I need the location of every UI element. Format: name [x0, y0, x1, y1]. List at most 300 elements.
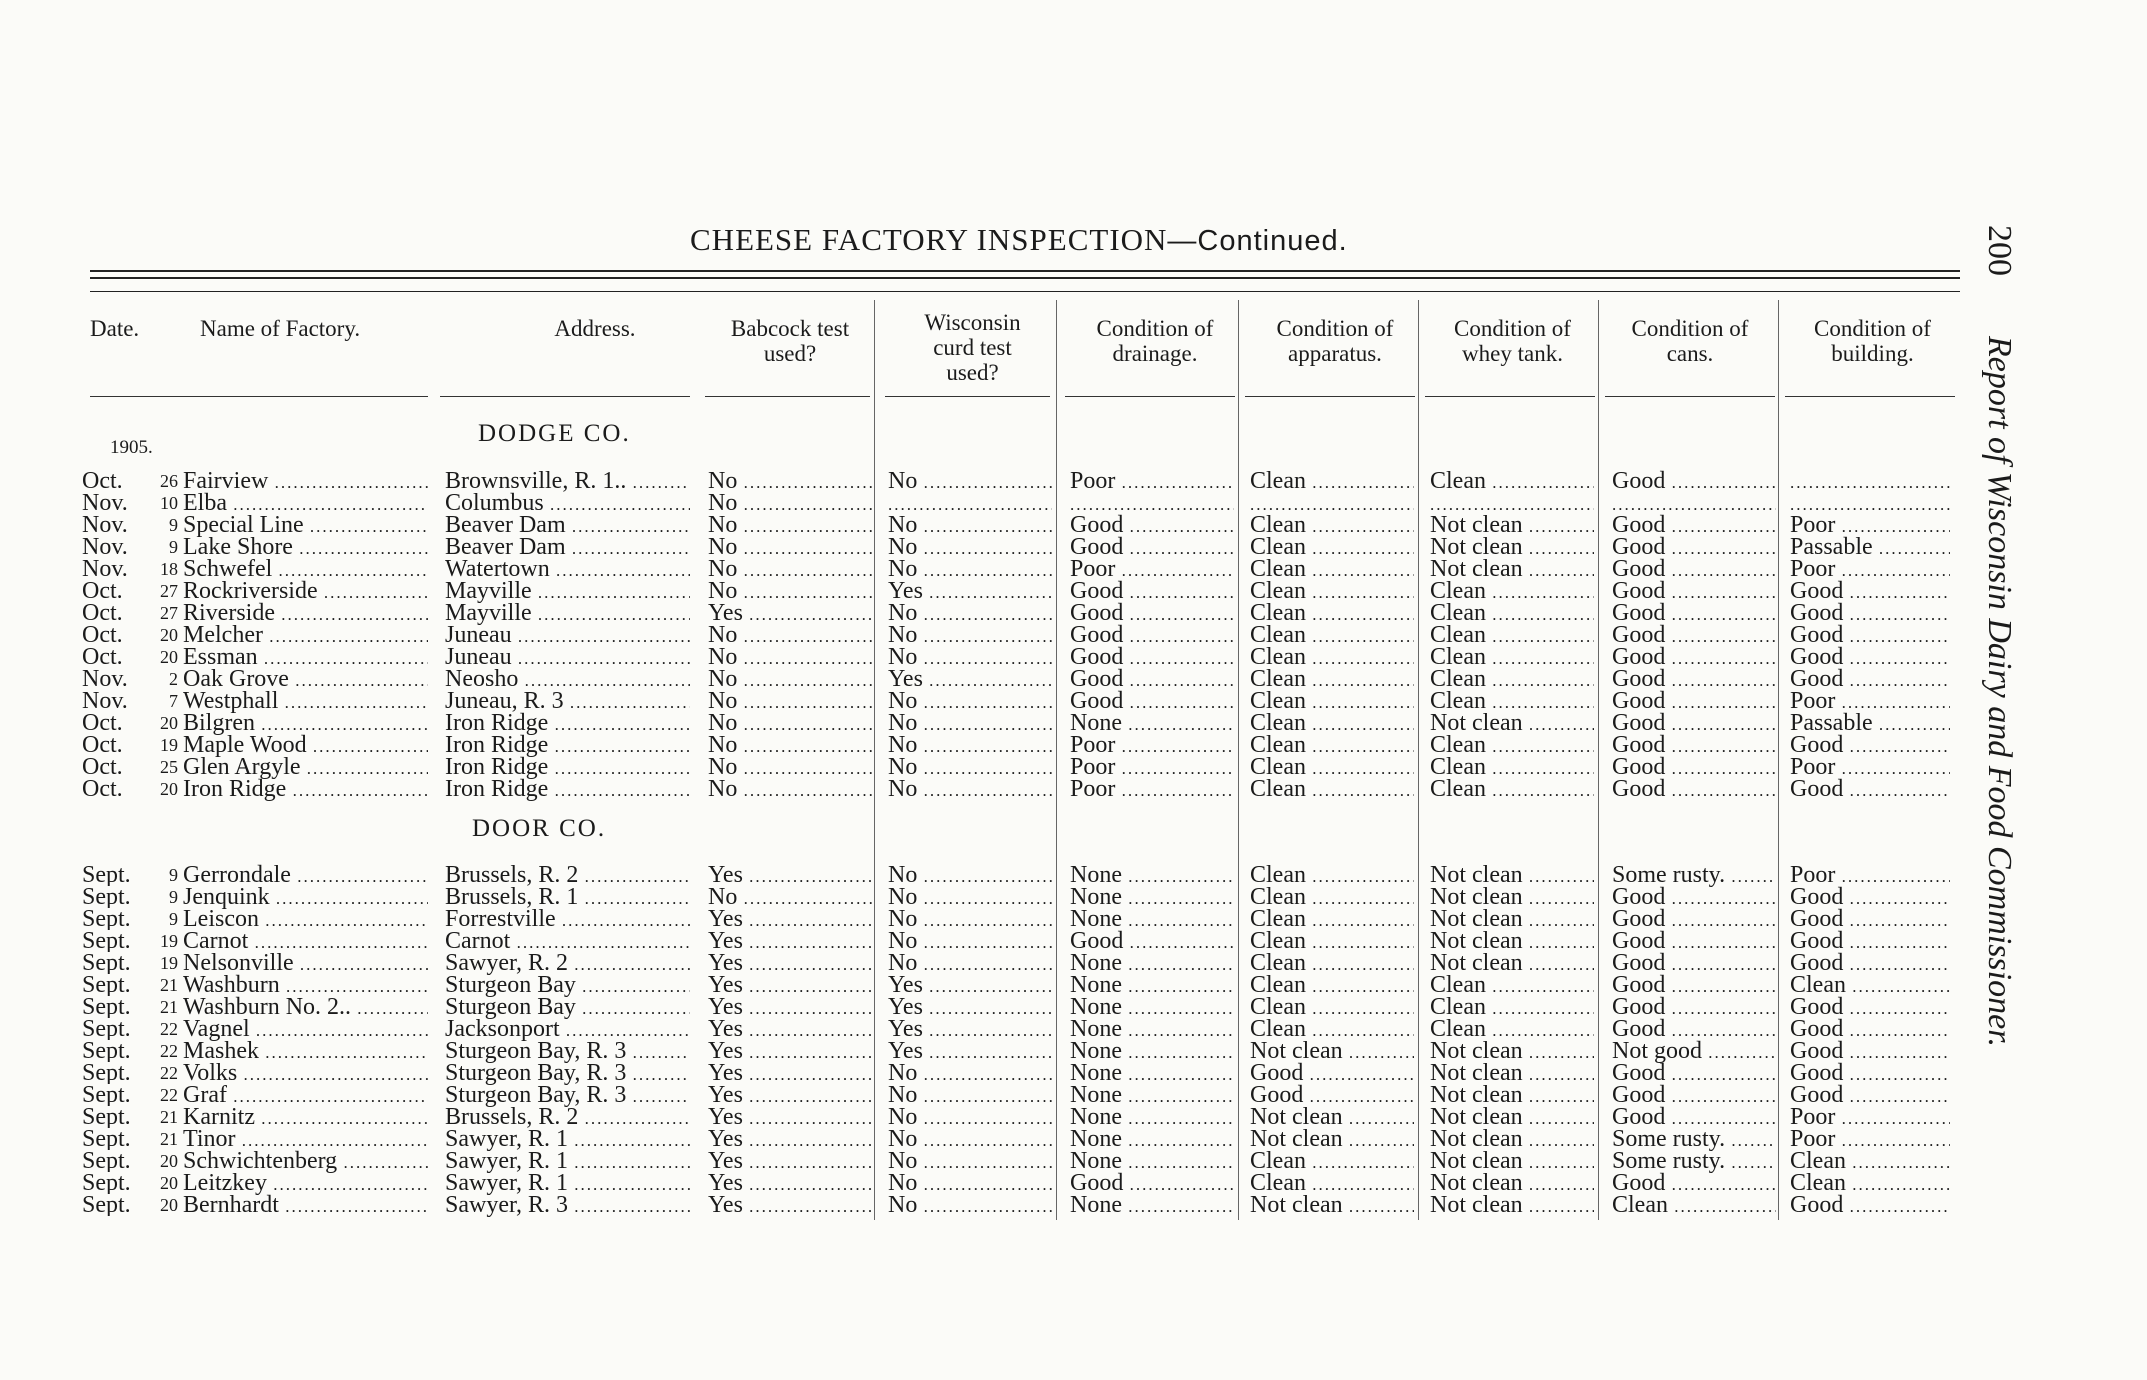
cans-cell: Good .....: [1612, 646, 1776, 670]
babcock-cell: Yes .....: [708, 602, 872, 626]
address-cell: Sawyer, R. 2 .....: [445, 952, 690, 976]
table-row: [0, 996, 2000, 1018]
babcock-cell: No .....: [708, 536, 872, 560]
month-cell: Oct.: [82, 734, 123, 756]
babcock-cell: Yes .....: [708, 1128, 872, 1152]
address-cell: Juneau .....: [445, 646, 690, 670]
factory-name-cell: Carnot .....: [183, 930, 428, 954]
whey-tank-cell: Not clean .....: [1430, 1194, 1594, 1218]
table-row: [0, 1084, 2000, 1106]
factory-name-cell: Karnitz .....: [183, 1106, 428, 1130]
drainage-cell: Good .....: [1070, 690, 1234, 714]
cans-cell: Good .....: [1612, 1018, 1776, 1042]
header-whey: Condition of whey tank.: [1454, 316, 1571, 366]
drainage-cell: Good .....: [1070, 602, 1234, 626]
table-row: [0, 470, 2000, 492]
table-row: [0, 1040, 2000, 1062]
day-cell: 19: [160, 953, 178, 973]
whey-tank-cell: Not clean .....: [1430, 1106, 1594, 1130]
apparatus-cell: Clean .....: [1250, 756, 1414, 780]
babcock-cell: Yes .....: [708, 952, 872, 976]
whey-tank-cell: Clean .....: [1430, 974, 1594, 998]
babcock-cell: Yes .....: [708, 1106, 872, 1130]
cans-cell: Good .....: [1612, 558, 1776, 582]
whey-tank-cell: Not clean .....: [1430, 1084, 1594, 1108]
month-cell: Sept.: [82, 930, 131, 952]
county-heading: DOOR CO.: [472, 815, 607, 842]
factory-name-cell: Nelsonville .....: [183, 952, 428, 976]
building-cell: Good .....: [1790, 996, 1950, 1020]
table-row: [0, 886, 2000, 908]
month-cell: Oct.: [82, 470, 123, 492]
address-cell: Juneau .....: [445, 624, 690, 648]
wisconsin-cell: No .....: [888, 930, 1052, 954]
address-cell: Juneau, R. 3 .....: [445, 690, 690, 714]
address-cell: Iron Ridge .....: [445, 712, 690, 736]
apparatus-cell: Clean .....: [1250, 1172, 1414, 1196]
cans-cell: Good .....: [1612, 690, 1776, 714]
building-cell: Good .....: [1790, 734, 1950, 758]
drainage-cell: Poor .....: [1070, 778, 1234, 802]
apparatus-cell: Clean .....: [1250, 712, 1414, 736]
table-row: [0, 1150, 2000, 1172]
whey-tank-cell: Not clean .....: [1430, 864, 1594, 888]
drainage-cell: None .....: [1070, 1062, 1234, 1086]
wisconsin-cell: No .....: [888, 778, 1052, 802]
whey-tank-cell: Clean .....: [1430, 580, 1594, 604]
factory-name-cell: Graf .....: [183, 1084, 428, 1108]
whey-tank-cell: Not clean .....: [1430, 1150, 1594, 1174]
address-cell: Brussels, R. 1 .....: [445, 886, 690, 910]
address-cell: Columbus .....: [445, 492, 690, 516]
cans-cell: Good .....: [1612, 1084, 1776, 1108]
header-rule-name: [90, 396, 428, 397]
babcock-cell: No .....: [708, 514, 872, 538]
header-name: Name of Factory.: [200, 316, 361, 341]
building-cell: Poor .....: [1790, 514, 1950, 538]
day-cell: 20: [160, 1151, 178, 1171]
drainage-cell: None .....: [1070, 1150, 1234, 1174]
address-cell: Beaver Dam .....: [445, 536, 690, 560]
building-cell: Poor .....: [1790, 864, 1950, 888]
whey-tank-cell: Clean .....: [1430, 646, 1594, 670]
table-row: [0, 514, 2000, 536]
cans-cell: Good .....: [1612, 734, 1776, 758]
day-cell: 19: [160, 735, 178, 755]
apparatus-cell: Not clean .....: [1250, 1194, 1414, 1218]
building-cell: Poor .....: [1790, 756, 1950, 780]
apparatus-cell: Clean .....: [1250, 1018, 1414, 1042]
table-row: [0, 668, 2000, 690]
address-cell: Iron Ridge .....: [445, 734, 690, 758]
babcock-cell: Yes .....: [708, 996, 872, 1020]
day-cell: 26: [160, 471, 178, 491]
address-cell: Sturgeon Bay .....: [445, 974, 690, 998]
day-cell: 9: [169, 865, 178, 885]
whey-tank-cell: Clean .....: [1430, 778, 1594, 802]
cans-cell: [1612, 492, 1776, 516]
building-cell: Good .....: [1790, 580, 1950, 604]
babcock-cell: No .....: [708, 668, 872, 692]
address-cell: Sawyer, R. 3 .....: [445, 1194, 690, 1218]
day-cell: 9: [169, 515, 178, 535]
wisconsin-cell: No .....: [888, 1062, 1052, 1086]
wisconsin-cell: Yes .....: [888, 580, 1052, 604]
factory-name-cell: Elba .....: [183, 492, 428, 516]
whey-tank-cell: Not clean .....: [1430, 1128, 1594, 1152]
drainage-cell: Good .....: [1070, 624, 1234, 648]
apparatus-cell: Clean .....: [1250, 668, 1414, 692]
babcock-cell: No .....: [708, 756, 872, 780]
building-cell: Passable .....: [1790, 536, 1950, 560]
apparatus-cell: Good .....: [1250, 1062, 1414, 1086]
table-row: [0, 864, 2000, 886]
drainage-cell: Good .....: [1070, 580, 1234, 604]
babcock-cell: No .....: [708, 778, 872, 802]
babcock-cell: No .....: [708, 558, 872, 582]
month-cell: Nov.: [82, 668, 128, 690]
day-cell: 20: [160, 713, 178, 733]
day-cell: 20: [160, 779, 178, 799]
apparatus-cell: Clean .....: [1250, 734, 1414, 758]
month-cell: Sept.: [82, 1128, 131, 1150]
factory-name-cell: Mashek .....: [183, 1040, 428, 1064]
factory-name-cell: Westphall .....: [183, 690, 428, 714]
apparatus-cell: Clean .....: [1250, 886, 1414, 910]
address-cell: Sawyer, R. 1 .....: [445, 1172, 690, 1196]
address-cell: Forrestville .....: [445, 908, 690, 932]
day-cell: 9: [169, 909, 178, 929]
day-cell: 20: [160, 1173, 178, 1193]
header-babcock: Babcock test used?: [730, 316, 850, 366]
drainage-cell: None .....: [1070, 1194, 1234, 1218]
factory-name-cell: Jenquink .....: [183, 886, 428, 910]
cans-cell: Good .....: [1612, 668, 1776, 692]
factory-name-cell: Glen Argyle .....: [183, 756, 428, 780]
drainage-cell: None .....: [1070, 1040, 1234, 1064]
top-rule-1: [90, 270, 1960, 272]
table-row: [0, 952, 2000, 974]
table-row: [0, 908, 2000, 930]
header-rule-address: [440, 396, 690, 397]
apparatus-cell: Clean .....: [1250, 514, 1414, 538]
month-cell: Nov.: [82, 536, 128, 558]
drainage-cell: None .....: [1070, 952, 1234, 976]
month-cell: Nov.: [82, 514, 128, 536]
month-cell: Sept.: [82, 996, 131, 1018]
address-cell: Brussels, R. 2 .....: [445, 864, 690, 888]
apparatus-cell: [1250, 492, 1414, 516]
table-row: [0, 646, 2000, 668]
cans-cell: Good .....: [1612, 1062, 1776, 1086]
drainage-cell: None .....: [1070, 974, 1234, 998]
drainage-cell: Good .....: [1070, 646, 1234, 670]
babcock-cell: No .....: [708, 734, 872, 758]
table-row: [0, 624, 2000, 646]
factory-name-cell: Special Line .....: [183, 514, 428, 538]
drainage-cell: Poor .....: [1070, 756, 1234, 780]
address-cell: Brussels, R. 2 .....: [445, 1106, 690, 1130]
month-cell: Oct.: [82, 756, 123, 778]
building-cell: Poor .....: [1790, 558, 1950, 582]
building-cell: Passable .....: [1790, 712, 1950, 736]
month-cell: Sept.: [82, 1172, 131, 1194]
building-cell: Clean .....: [1790, 974, 1950, 998]
cans-cell: Good .....: [1612, 908, 1776, 932]
day-cell: 22: [160, 1063, 178, 1083]
table-row: [0, 558, 2000, 580]
factory-name-cell: Fairview .....: [183, 470, 428, 494]
building-cell: Good .....: [1790, 646, 1950, 670]
table-row: [0, 1062, 2000, 1084]
drainage-cell: Good .....: [1070, 930, 1234, 954]
apparatus-cell: Clean .....: [1250, 690, 1414, 714]
cans-cell: Good .....: [1612, 624, 1776, 648]
drainage-cell: Poor .....: [1070, 470, 1234, 494]
month-cell: Oct.: [82, 624, 123, 646]
wisconsin-cell: No .....: [888, 1150, 1052, 1174]
drainage-cell: [1070, 492, 1234, 516]
babcock-cell: Yes .....: [708, 864, 872, 888]
month-cell: Nov.: [82, 690, 128, 712]
day-cell: 20: [160, 625, 178, 645]
apparatus-cell: Not clean .....: [1250, 1106, 1414, 1130]
wisconsin-cell: No .....: [888, 734, 1052, 758]
cans-cell: Good .....: [1612, 1106, 1776, 1130]
table-row: [0, 1194, 2000, 1216]
header-rule-whey: [1425, 396, 1595, 397]
cans-cell: Clean .....: [1612, 1194, 1776, 1218]
whey-tank-cell: Not clean .....: [1430, 1172, 1594, 1196]
drainage-cell: Good .....: [1070, 1172, 1234, 1196]
county-heading: DODGE CO.: [478, 420, 631, 447]
table-row: [0, 974, 2000, 996]
wisconsin-cell: No .....: [888, 756, 1052, 780]
apparatus-cell: Clean .....: [1250, 646, 1414, 670]
day-cell: 27: [160, 603, 178, 623]
factory-name-cell: Essman .....: [183, 646, 428, 670]
babcock-cell: Yes .....: [708, 1194, 872, 1218]
table-row: [0, 492, 2000, 514]
day-cell: 9: [169, 887, 178, 907]
factory-name-cell: Bilgren .....: [183, 712, 428, 736]
wisconsin-cell: No .....: [888, 1106, 1052, 1130]
table-row: [0, 580, 2000, 602]
month-cell: Sept.: [82, 974, 131, 996]
wisconsin-cell: No .....: [888, 690, 1052, 714]
whey-tank-cell: Clean .....: [1430, 624, 1594, 648]
page-number: 200: [1981, 225, 2018, 276]
month-cell: Nov.: [82, 558, 128, 580]
wisconsin-cell: No .....: [888, 624, 1052, 648]
whey-tank-cell: Not clean .....: [1430, 930, 1594, 954]
table-row: [0, 690, 2000, 712]
address-cell: Sturgeon Bay, R. 3 .....: [445, 1062, 690, 1086]
building-cell: Good .....: [1790, 930, 1950, 954]
day-cell: 22: [160, 1085, 178, 1105]
address-cell: Carnot .....: [445, 930, 690, 954]
month-cell: Oct.: [82, 712, 123, 734]
address-cell: Beaver Dam .....: [445, 514, 690, 538]
babcock-cell: Yes .....: [708, 1172, 872, 1196]
header-building: Condition of building.: [1814, 316, 1931, 366]
factory-name-cell: Leiscon .....: [183, 908, 428, 932]
whey-tank-cell: Clean .....: [1430, 668, 1594, 692]
drainage-cell: None .....: [1070, 908, 1234, 932]
cans-cell: Good .....: [1612, 580, 1776, 604]
table-row: [0, 1128, 2000, 1150]
apparatus-cell: Clean .....: [1250, 930, 1414, 954]
day-cell: 21: [160, 1129, 178, 1149]
running-title: Report of Wisconsin Dairy and Food Commissioner.: [1981, 336, 2018, 1048]
wisconsin-cell: No .....: [888, 952, 1052, 976]
wisconsin-cell: Yes .....: [888, 996, 1052, 1020]
drainage-cell: None .....: [1070, 1128, 1234, 1152]
whey-tank-cell: Not clean .....: [1430, 514, 1594, 538]
whey-tank-cell: Not clean .....: [1430, 1062, 1594, 1086]
wisconsin-cell: No .....: [888, 602, 1052, 626]
wisconsin-cell: No .....: [888, 1194, 1052, 1218]
whey-tank-cell: Clean .....: [1430, 602, 1594, 626]
drainage-cell: Poor .....: [1070, 558, 1234, 582]
day-cell: 20: [160, 647, 178, 667]
day-cell: 19: [160, 931, 178, 951]
wisconsin-cell: Yes .....: [888, 668, 1052, 692]
day-cell: 21: [160, 1107, 178, 1127]
babcock-cell: No .....: [708, 492, 872, 516]
babcock-cell: No .....: [708, 712, 872, 736]
day-cell: 22: [160, 1041, 178, 1061]
month-cell: Oct.: [82, 580, 123, 602]
whey-tank-cell: Not clean .....: [1430, 558, 1594, 582]
address-cell: Sawyer, R. 1 .....: [445, 1128, 690, 1152]
drainage-cell: None .....: [1070, 996, 1234, 1020]
month-cell: Sept.: [82, 1194, 131, 1216]
table-row: [0, 734, 2000, 756]
address-cell: Jacksonport .....: [445, 1018, 690, 1042]
wisconsin-cell: No .....: [888, 864, 1052, 888]
apparatus-cell: Clean .....: [1250, 974, 1414, 998]
building-cell: Good .....: [1790, 668, 1950, 692]
wisconsin-cell: No .....: [888, 470, 1052, 494]
header-drainage: Condition of drainage.: [1096, 316, 1214, 366]
drainage-cell: Good .....: [1070, 536, 1234, 560]
apparatus-cell: Good .....: [1250, 1084, 1414, 1108]
babcock-cell: Yes .....: [708, 1018, 872, 1042]
babcock-cell: No .....: [708, 624, 872, 648]
babcock-cell: Yes .....: [708, 908, 872, 932]
day-cell: 27: [160, 581, 178, 601]
wisconsin-cell: No .....: [888, 1084, 1052, 1108]
header-rule-building: [1785, 396, 1955, 397]
cans-cell: Good .....: [1612, 996, 1776, 1020]
month-cell: Oct.: [82, 778, 123, 800]
wisconsin-cell: No .....: [888, 1172, 1052, 1196]
factory-name-cell: Oak Grove .....: [183, 668, 428, 692]
table-row: [0, 712, 2000, 734]
babcock-cell: No .....: [708, 690, 872, 714]
table-row: [0, 1018, 2000, 1040]
building-cell: Poor .....: [1790, 1106, 1950, 1130]
apparatus-cell: Clean .....: [1250, 558, 1414, 582]
factory-name-cell: Gerrondale .....: [183, 864, 428, 888]
cans-cell: Good .....: [1612, 712, 1776, 736]
babcock-cell: Yes .....: [708, 1084, 872, 1108]
cans-cell: Good .....: [1612, 930, 1776, 954]
month-cell: Sept.: [82, 1106, 131, 1128]
month-cell: Oct.: [82, 646, 123, 668]
header-rule-cans: [1605, 396, 1775, 397]
babcock-cell: No .....: [708, 886, 872, 910]
whey-tank-cell: Not clean .....: [1430, 712, 1594, 736]
address-cell: Iron Ridge .....: [445, 778, 690, 802]
wisconsin-cell: [888, 492, 1052, 516]
babcock-cell: Yes .....: [708, 1150, 872, 1174]
building-cell: Good .....: [1790, 886, 1950, 910]
cans-cell: Not good .....: [1612, 1040, 1776, 1064]
whey-tank-cell: Not clean .....: [1430, 908, 1594, 932]
address-cell: Neosho .....: [445, 668, 690, 692]
cans-cell: Good .....: [1612, 470, 1776, 494]
month-cell: Sept.: [82, 1084, 131, 1106]
whey-tank-cell: Not clean .....: [1430, 536, 1594, 560]
wisconsin-cell: No .....: [888, 514, 1052, 538]
cans-cell: Good .....: [1612, 1172, 1776, 1196]
drainage-cell: None .....: [1070, 712, 1234, 736]
drainage-cell: Good .....: [1070, 514, 1234, 538]
apparatus-cell: Clean .....: [1250, 996, 1414, 1020]
building-cell: Poor .....: [1790, 1128, 1950, 1152]
header-rule-drainage: [1065, 396, 1235, 397]
header-cans: Condition of cans.: [1631, 316, 1749, 366]
building-cell: Clean .....: [1790, 1150, 1950, 1174]
top-rule-2: [90, 277, 1960, 279]
address-cell: Mayville .....: [445, 602, 690, 626]
wisconsin-cell: No .....: [888, 712, 1052, 736]
babcock-cell: Yes .....: [708, 930, 872, 954]
day-cell: 18: [160, 559, 178, 579]
babcock-cell: Yes .....: [708, 1040, 872, 1064]
building-cell: Poor .....: [1790, 690, 1950, 714]
day-cell: 9: [169, 537, 178, 557]
whey-tank-cell: [1430, 492, 1594, 516]
building-cell: Good .....: [1790, 778, 1950, 802]
cans-cell: Good .....: [1612, 974, 1776, 998]
factory-name-cell: Melcher .....: [183, 624, 428, 648]
building-cell: Good .....: [1790, 1084, 1950, 1108]
cans-cell: Some rusty. .....: [1612, 1128, 1776, 1152]
wisconsin-cell: No .....: [888, 886, 1052, 910]
babcock-cell: No .....: [708, 470, 872, 494]
drainage-cell: None .....: [1070, 1084, 1234, 1108]
factory-name-cell: Lake Shore .....: [183, 536, 428, 560]
month-cell: Sept.: [82, 1150, 131, 1172]
babcock-cell: No .....: [708, 580, 872, 604]
header-apparatus: Condition of apparatus.: [1276, 316, 1394, 366]
month-cell: Nov.: [82, 492, 128, 514]
day-cell: 21: [160, 975, 178, 995]
address-cell: Sturgeon Bay, R. 3 .....: [445, 1084, 690, 1108]
whey-tank-cell: Clean .....: [1430, 734, 1594, 758]
table-row: [0, 536, 2000, 558]
table-row: [0, 1106, 2000, 1128]
cans-cell: Good .....: [1612, 536, 1776, 560]
babcock-cell: Yes .....: [708, 974, 872, 998]
factory-name-cell: Schwichtenberg .....: [183, 1150, 428, 1174]
day-cell: 7: [169, 691, 178, 711]
address-cell: Watertown .....: [445, 558, 690, 582]
address-cell: Iron Ridge .....: [445, 756, 690, 780]
